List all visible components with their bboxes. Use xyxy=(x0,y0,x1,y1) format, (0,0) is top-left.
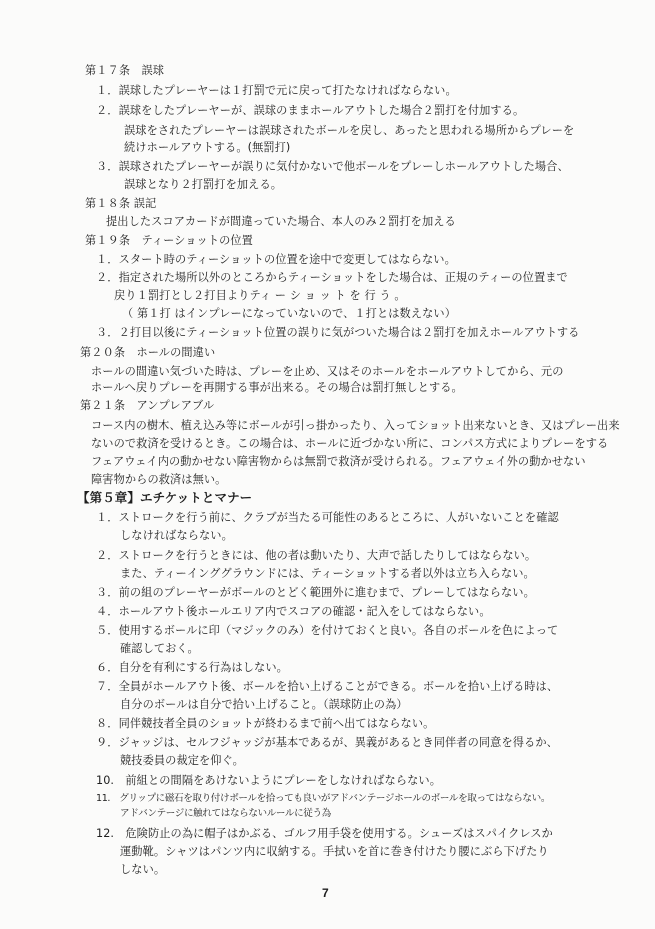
article-18-heading: 第１８条 誤記 xyxy=(85,197,157,210)
article-20-body-2: ホールへ戻りプレーを再開する事が出来る。その場合は罰打無しとする。 xyxy=(91,381,463,394)
article-19-item-1: １．スタート時のティーショットの位置を途中で変更してはならない。 xyxy=(96,253,456,266)
article-19-item-2-cont: 戻り１罰打とし２打目よりティ ー シ ョ ッ ト を 行 う 。 xyxy=(114,289,406,302)
chapter-5-heading: 【第５章】エチケットとマナー xyxy=(77,490,253,505)
article-19-item-2-note: （ 第１打 はインプレーになっていないので、１打とは数えない） xyxy=(122,307,456,320)
article-17-item-3: ３．誤球されたプレーヤーが誤りに気付かないで他ボールをプレーしホールアウトした場合、 xyxy=(96,160,569,173)
etiquette-item-11-cont: アドバンテージに触れてはならないルールに従う為 xyxy=(120,808,331,819)
article-21-heading: 第２１条 アンプレアブル xyxy=(80,399,215,412)
etiquette-item-11: 11. グリップに磁石を取り付けボールを拾っても良いがアドバンテージホールのボールを取ってはならない。 xyxy=(96,793,551,804)
etiquette-item-1: １．ストロークを行う前に、クラブが当たる可能性のあるところに、人がいないことを確認 xyxy=(96,511,559,524)
article-19-item-2: ２．指定された場所以外のところからティーショットをした場合は、正規のティーの位置まで xyxy=(96,271,568,284)
etiquette-item-7-cont: 自分のボールは自分で拾い上げること。（誤球防止の為） xyxy=(120,698,408,711)
article-17-item-2: ２．誤球をしたプレーヤーが、誤球のままホールアウトした場合２罰打を付加する。 xyxy=(96,104,525,117)
article-17-item-1: １．誤球したプレーヤーは１打罰で元に戻って打たなければならない。 xyxy=(96,84,457,97)
article-20-body-1: ホールの間違い気づいた時は、プレーを止め、又はそのホールをホールアウトしてから、元の xyxy=(91,365,564,378)
etiquette-item-12-cont-2: しない。 xyxy=(120,863,166,876)
article-17-item-2-detail-cont: 続けホールアウトする。(無罰打) xyxy=(124,141,291,154)
etiquette-item-9: ９．ジャッジは、セルフジャッジが基本であるが、異義があるとき同伴者の同意を得るか、 xyxy=(96,736,558,749)
article-19-heading: 第１９条 ティーショットの位置 xyxy=(85,234,253,247)
etiquette-item-12: 12. 危険防止の為に帽子はかぶる、ゴルフ用手袋を使用する。シューズはスパイクレスか xyxy=(96,827,553,840)
etiquette-item-4: ４．ホールアウト後ホールエリア内でスコアの確認・記入をしてはならない。 xyxy=(96,605,491,618)
etiquette-item-2: ２．ストロークを行うときには、他の者は動いたり、大声で話したりしてはならない。 xyxy=(96,549,537,562)
article-21-body-4: 障害物からの救済は無い。 xyxy=(91,473,227,486)
etiquette-item-2-cont: また、ティーインググラウンドには、ティーショットする者以外は立ち入らない。 xyxy=(120,567,535,580)
page-number: 7 xyxy=(322,886,329,900)
etiquette-item-5-cont: 確認しておく。 xyxy=(120,642,199,655)
etiquette-item-9-cont: 競技委員の裁定を仰ぐ。 xyxy=(120,754,244,767)
article-19-item-3: ３．２打目以後にティーショット位置の誤りに気がついた場合は２罰打を加えホールアウトする xyxy=(96,326,580,339)
etiquette-item-1-cont: しなければならない。 xyxy=(120,529,233,542)
etiquette-item-6: ６．自分を有利にする行為はしない。 xyxy=(96,661,288,674)
article-21-body-1: コース内の樹木、植え込み等にボールが引っ掛かったり、入ってショット出来ないとき、又はプレー出来 xyxy=(91,419,620,432)
article-20-heading: 第２０条 ホールの間違い xyxy=(80,346,216,359)
article-17-item-2-detail: 誤球をされたプレーヤーは誤球されたボールを戻し、あったと思われる場所からプレーを xyxy=(124,124,575,137)
article-17-item-3-cont: 誤球となり２打罰打を加える。 xyxy=(124,178,283,191)
article-21-body-3: フェアウェイ内の動かせない障害物からは無罰で救済が受けられる。フェアウェイ外の動かせない xyxy=(91,455,586,468)
etiquette-item-10: 10. 前組との間隔をあけないようにプレーをしなければならない。 xyxy=(96,774,441,787)
article-17-heading: 第１７条 誤球 xyxy=(85,64,165,77)
etiquette-item-7: ７．全員がホールアウト後、ボールを拾い上げることができる。ボールを拾い上げる時は、 xyxy=(96,680,559,693)
etiquette-item-12-cont: 運動靴。シャツはパンツ内に収納する。手拭いを首に巻き付けたり腰にぶら下げたり xyxy=(120,845,549,858)
etiquette-item-3: ３．前の組のプレーヤーがボールのとどく範囲外に進むまで、プレーしてはならない。 xyxy=(96,586,535,599)
article-21-body-2: ないので救済を受けるとき。この場合は、ホールに近づかない所に、コンパス方式によりプレーをする xyxy=(91,437,609,450)
etiquette-item-8: ８．同伴競技者全員のショットが終わるまで前へ出てはならない。 xyxy=(96,717,435,730)
etiquette-item-5: ５．使用するボールに印（マジックのみ）を付けておくと良い。各自のボールを色によって xyxy=(96,624,559,637)
article-18-body: 提出したスコアカードが間違っていた場合、本人のみ２罰打を加える xyxy=(106,215,456,228)
